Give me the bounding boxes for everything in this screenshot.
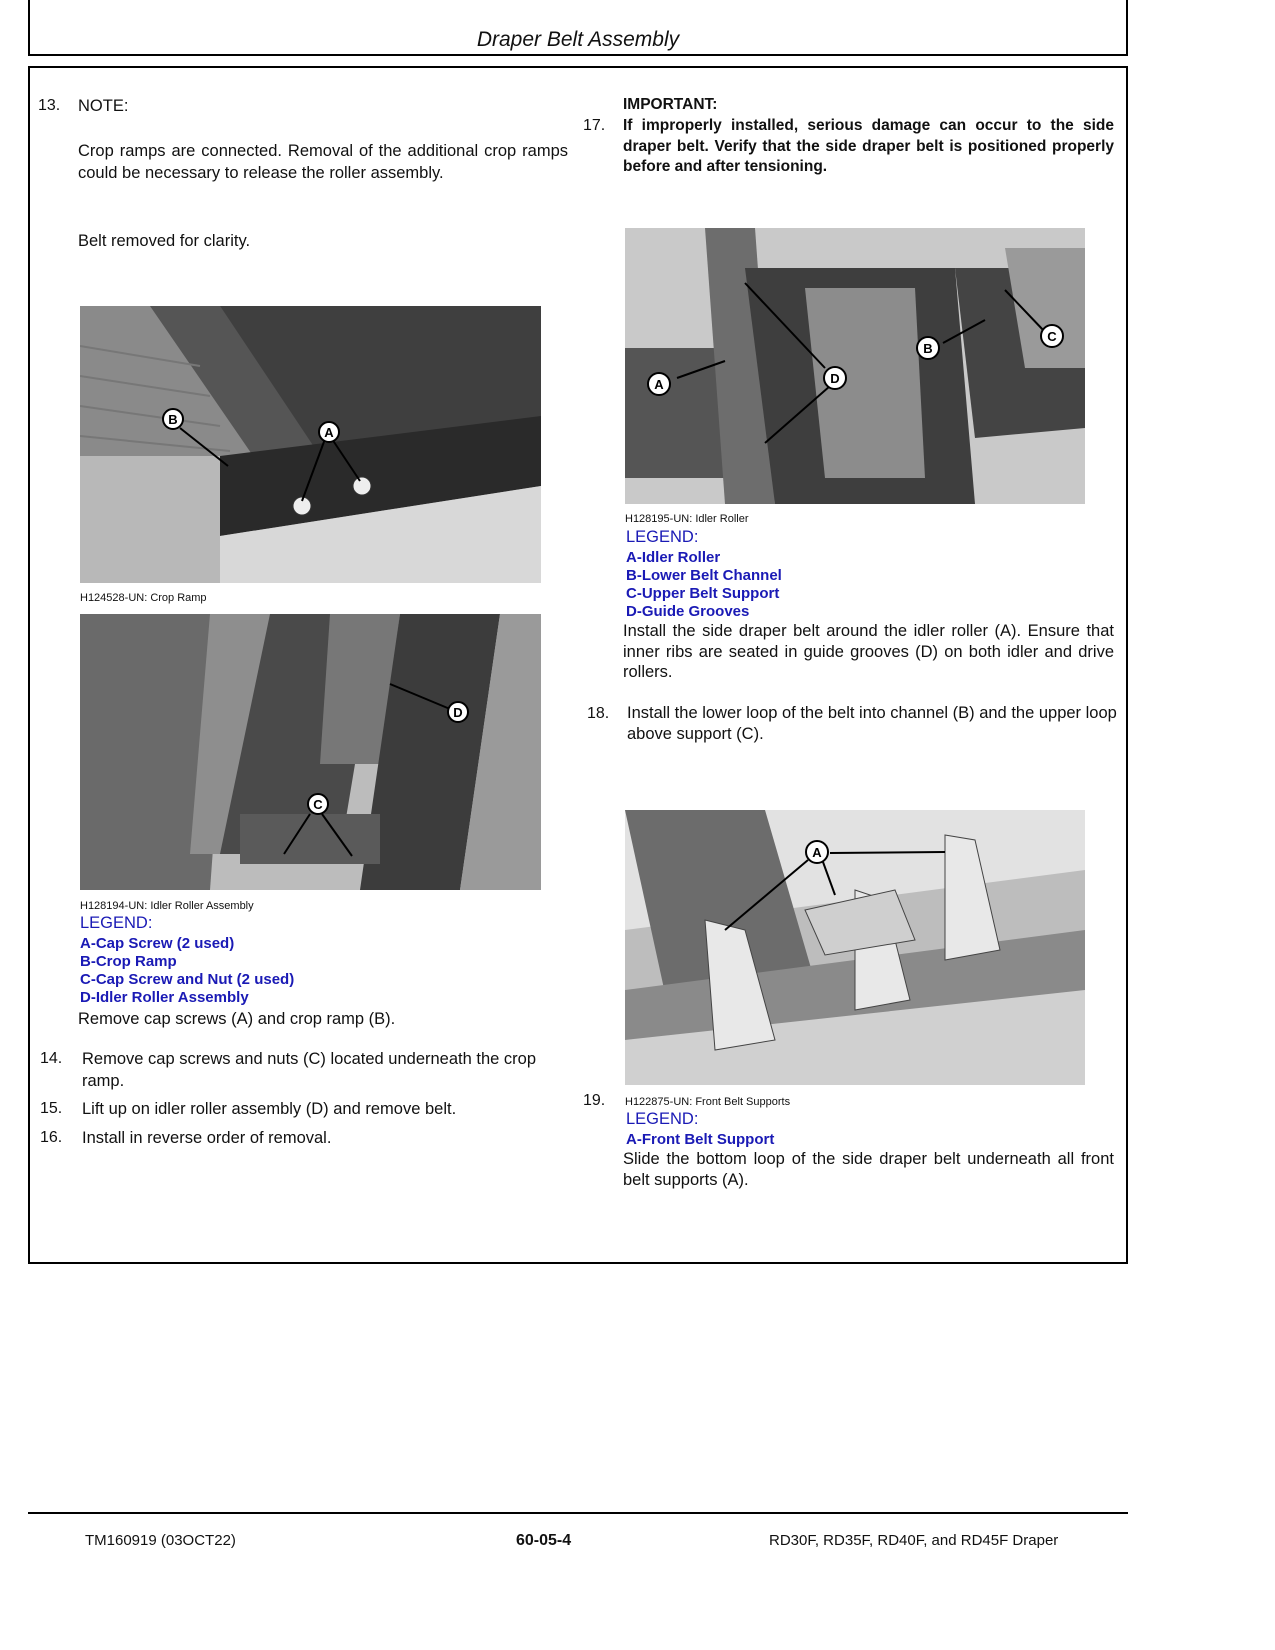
footer-product: RD30F, RD35F, RD40F, and RD45F Draper <box>769 1532 1059 1549</box>
step-14-number: 14. <box>40 1050 63 1067</box>
figure-caption: H122875-UN: Front Belt Supports <box>625 1096 791 1108</box>
legend-title: LEGEND: <box>626 1110 699 1128</box>
page-title: Draper Belt Assembly <box>476 28 680 51</box>
note-label: NOTE: <box>78 97 129 115</box>
step-18-text: Install the lower loop of the belt into channel (B) and the upper loop above support (C). <box>627 704 1117 743</box>
instruction-text: Slide the bottom loop of the side draper belt underneath all front belt supports (A). <box>623 1150 1114 1189</box>
note-paragraph-2: Belt removed for clarity. <box>78 232 251 250</box>
legend-item: D-Guide Grooves <box>626 603 750 620</box>
idler-roller-callout-b: B <box>923 341 933 356</box>
figure-caption: H124528-UN: Crop Ramp <box>80 592 207 604</box>
crop-ramp-callout-a: A <box>324 425 334 440</box>
legend-item: B-Lower Belt Channel <box>626 567 782 584</box>
legend-item: D-Idler Roller Assembly <box>80 989 249 1006</box>
note-paragraph: Crop ramps are connected. Removal of the additional crop ramps could be necessary to release the roller assembly. <box>78 142 568 182</box>
idler-assembly-callout-c: C <box>313 797 323 812</box>
figure-caption: H128195-UN: Idler Roller <box>625 513 749 525</box>
step-16-number: 16. <box>40 1129 63 1146</box>
figure-caption: H128194-UN: Idler Roller Assembly <box>80 900 254 912</box>
step-16-text: Install in reverse order of removal. <box>82 1129 332 1147</box>
page-header <box>28 0 1128 56</box>
footer-page-number: 60-05-4 <box>516 1532 572 1549</box>
important-text: If improperly installed, serious damage can occur to the side draper belt. Verify that the side draper belt is positioned properly before and after tensioning. <box>623 117 1114 175</box>
idler-roller-callout-d: D <box>830 371 840 386</box>
legend-item: B-Crop Ramp <box>80 953 177 970</box>
footer-doc-id: TM160919 (03OCT22) <box>85 1532 236 1549</box>
important-label: IMPORTANT: <box>623 96 718 113</box>
step-18-number: 18. <box>587 705 610 722</box>
legend-list <box>626 1131 774 1149</box>
legend-title: LEGEND: <box>80 914 153 932</box>
legend-item: A-Idler Roller <box>626 549 721 566</box>
idler-roller-assembly-figure <box>80 614 541 890</box>
legend-item: C-Cap Screw and Nut (2 used) <box>80 971 295 988</box>
front-belt-supports-figure <box>625 810 1085 1085</box>
idler-roller-callout-a: A <box>654 377 664 392</box>
instruction-text: Install the side draper belt around the idler roller (A). Ensure that inner ribs are seated in guide grooves (D) on both idler and drive rollers. <box>623 622 1114 681</box>
instruction-text: Remove cap screws (A) and crop ramp (B). <box>78 1010 396 1028</box>
step-15-number: 15. <box>40 1100 63 1117</box>
idler-roller-callout-c: C <box>1047 329 1057 344</box>
legend-item: C-Upper Belt Support <box>626 585 780 602</box>
crop-ramp-callout-b: B <box>168 412 178 427</box>
legend-item: A-Front Belt Support <box>626 1131 775 1148</box>
footer-divider <box>28 1512 1128 1514</box>
front-belt-support-callout-a: A <box>812 845 822 860</box>
step-14-text: Remove cap screws and nuts (C) located underneath the crop ramp. <box>82 1050 536 1090</box>
step-17-number: 17. <box>583 117 606 134</box>
step-15-text: Lift up on idler roller assembly (D) and remove belt. <box>82 1100 457 1118</box>
legend-item: A-Cap Screw (2 used) <box>80 935 235 952</box>
legend-list <box>626 549 782 621</box>
step-19-number: 19. <box>583 1092 606 1109</box>
legend-list <box>80 935 294 1007</box>
legend-title: LEGEND: <box>626 528 699 546</box>
crop-ramp-figure <box>80 306 541 583</box>
step-13-number: 13. <box>38 97 61 114</box>
idler-roller-figure <box>625 228 1085 504</box>
idler-assembly-callout-d: D <box>453 705 463 720</box>
